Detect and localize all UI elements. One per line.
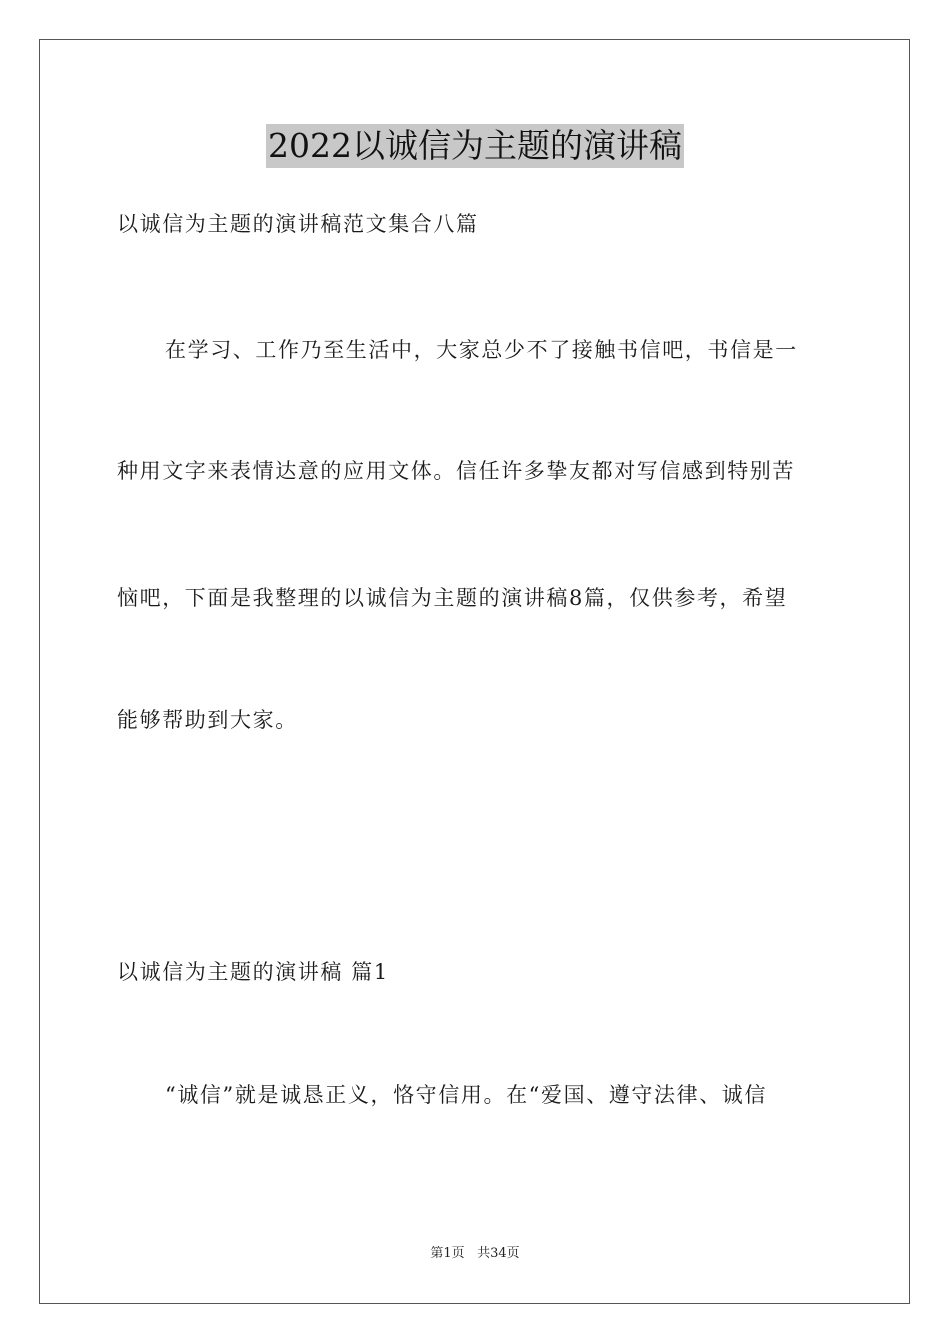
section-heading: 以诚信为主题的演讲稿 篇1: [117, 960, 389, 984]
document-subtitle: 以诚信为主题的演讲稿范文集合八篇: [117, 212, 479, 236]
paragraph-line: 种用文字来表情达意的应用文体。信任许多挚友都对写信感到特别苦: [117, 459, 795, 483]
page-total: 共34页: [477, 1246, 520, 1261]
paragraph-line: “诚信”就是诚恳正义，恪守信用。在“爱国、遵守法律、诚信: [165, 1083, 768, 1107]
document-title: 2022以诚信为主题的演讲稿: [266, 124, 684, 168]
page-number: 第1页: [430, 1246, 465, 1261]
paragraph-line: 恼吧，下面是我整理的以诚信为主题的演讲稿8篇，仅供参考，希望: [117, 586, 788, 610]
page-footer: [0, 1245, 950, 1263]
paragraph-line: 能够帮助到大家。: [117, 708, 298, 732]
title-container: [0, 124, 950, 168]
paragraph-line: 在学习、工作乃至生活中，大家总少不了接触书信吧，书信是一: [165, 338, 798, 362]
